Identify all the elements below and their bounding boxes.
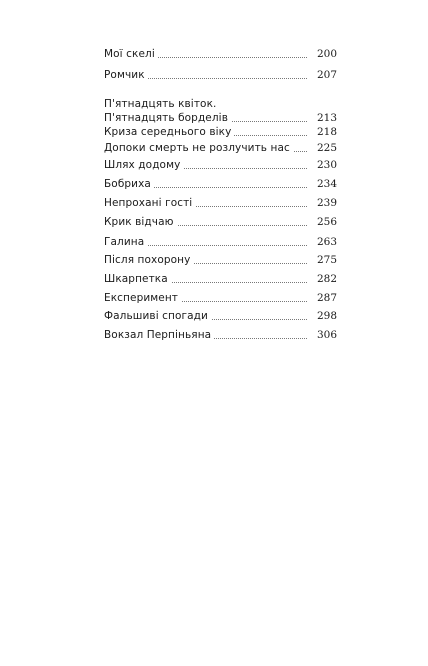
toc-entry[interactable] [104, 289, 337, 305]
toc-entry-title: Шкарпетка [104, 272, 171, 286]
toc-entry[interactable] [104, 139, 337, 155]
toc-entry-title: Ромчик [104, 68, 148, 82]
toc-entry[interactable] [104, 251, 337, 267]
toc-entry[interactable] [104, 156, 337, 172]
toc-entry-title-line1: П'ятнадцять квіток. [104, 98, 217, 110]
toc-entry-page: 256 [314, 215, 337, 229]
toc-entry[interactable] [104, 270, 337, 286]
toc-entry-title-block [104, 97, 231, 125]
toc-entry-page: 239 [314, 196, 337, 210]
toc-entry-title: Бобриха [104, 177, 154, 191]
toc-entry-page: 213 [314, 111, 337, 125]
toc-entry[interactable] [104, 213, 337, 229]
toc-entry-title: Непрохані гості [104, 196, 195, 210]
toc-entry-page: 234 [314, 177, 337, 191]
toc-entry-title: Крик відчаю [104, 215, 177, 229]
toc-entry-page: 282 [314, 272, 337, 286]
toc-entry-title: Вокзал Перпіньяна [104, 328, 214, 342]
toc-entry-page: 218 [314, 125, 337, 139]
toc-entry-page: 306 [314, 328, 337, 342]
toc-entry-page: 207 [314, 68, 337, 82]
toc-entry-page: 230 [314, 158, 337, 172]
toc-entry[interactable] [104, 233, 337, 249]
toc-entry[interactable] [104, 91, 337, 125]
toc-entry[interactable] [104, 66, 337, 82]
toc-entry[interactable] [104, 326, 337, 342]
toc-entry-page: 298 [314, 309, 337, 323]
toc-entry[interactable] [104, 123, 337, 139]
toc-entry[interactable] [104, 45, 337, 61]
toc-entry-page: 275 [314, 253, 337, 267]
toc-entry-page: 225 [314, 141, 337, 155]
toc-entry-title: Експеримент [104, 291, 181, 305]
toc-entry-title: П'ятнадцять борделів [104, 112, 228, 124]
toc-entry[interactable] [104, 194, 337, 210]
toc-entry[interactable] [104, 175, 337, 191]
toc-entry-title: Після похорону [104, 253, 193, 267]
toc-entry-title: Фальшиві спогади [104, 309, 211, 323]
toc-entry[interactable] [104, 307, 337, 323]
toc-entry-page: 263 [314, 235, 337, 249]
toc-entry-page: 287 [314, 291, 337, 305]
toc-entry-title: Допоки смерть не розлучить нас [104, 141, 293, 155]
toc-entry-title: Галина [104, 235, 147, 249]
toc-entry-title: Криза середнього віку [104, 125, 234, 139]
toc-entry-title: Шлях додому [104, 158, 183, 172]
toc-entry-title: Мої скелі [104, 47, 158, 61]
toc-entry-page: 200 [314, 47, 337, 61]
